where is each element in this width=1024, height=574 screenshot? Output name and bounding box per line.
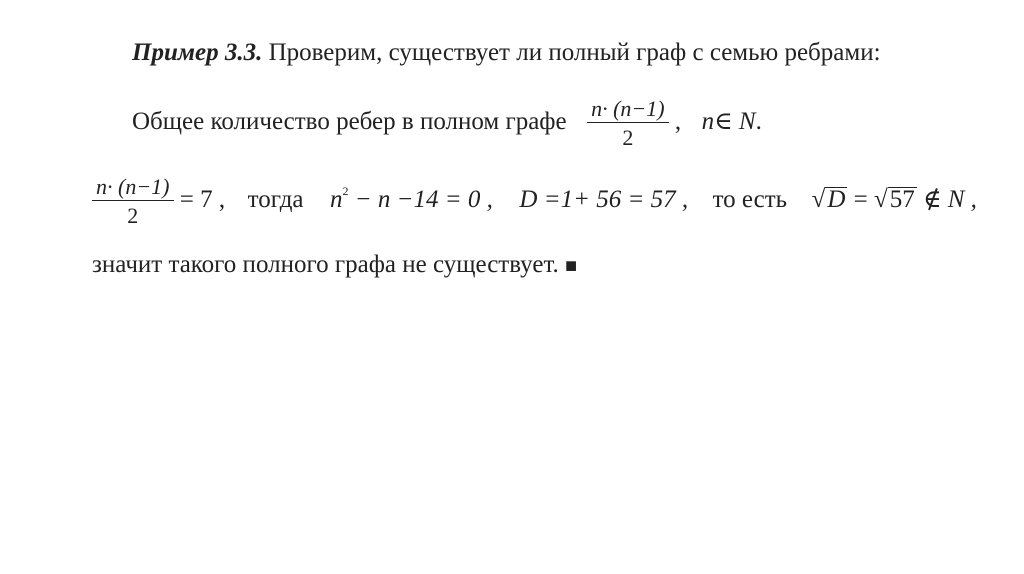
radical-sign-icon: √ (811, 186, 826, 214)
example-intro: Проверим, существует ли полный граф с семью ребрами: (262, 39, 881, 66)
to-est-words: то есть (712, 186, 788, 214)
formula-numerator: n· (n−1) (587, 96, 669, 123)
sqrt-57 (874, 185, 917, 215)
quadratic-rest: − n −14 = 0 , (348, 186, 493, 214)
conclusion-text: значит такого полного графа не существует. (92, 251, 559, 278)
not-in-N: ∉ N , (916, 186, 977, 214)
sqrt-d (812, 185, 848, 215)
equals-seven: = 7 , (179, 186, 226, 214)
equals-sign: = (853, 186, 868, 214)
qed-square-icon: ■ (565, 255, 578, 277)
equation-fraction (92, 174, 174, 229)
sqrt-d-radicand: D (827, 186, 846, 214)
square-exponent: 2 (342, 184, 349, 199)
example-heading-line (132, 38, 881, 68)
conclusion-line (92, 250, 577, 281)
n-in-set: n∈ (701, 108, 733, 136)
equation-numerator: n· (n−1) (92, 174, 174, 201)
n-variable: n (330, 186, 343, 214)
togda-word: тогда (247, 186, 304, 214)
edge-count-text: Общее количество ребер в полном графе (132, 108, 567, 136)
equation-denominator: 2 (127, 203, 139, 228)
sqrt-57-radicand: 57 (889, 186, 915, 214)
line2-period: . (755, 108, 762, 136)
radical-sign-icon: √ (873, 186, 888, 214)
edge-count-formula (587, 96, 669, 151)
edge-count-line (132, 96, 762, 151)
set-N: N (738, 108, 756, 136)
formula-comma: , (674, 108, 682, 136)
example-title: Пример 3.3. (132, 39, 263, 66)
formula-denominator: 2 (622, 125, 634, 150)
discriminant-expr: D =1+ 56 = 57 , (519, 186, 689, 214)
equation-line (92, 174, 977, 229)
